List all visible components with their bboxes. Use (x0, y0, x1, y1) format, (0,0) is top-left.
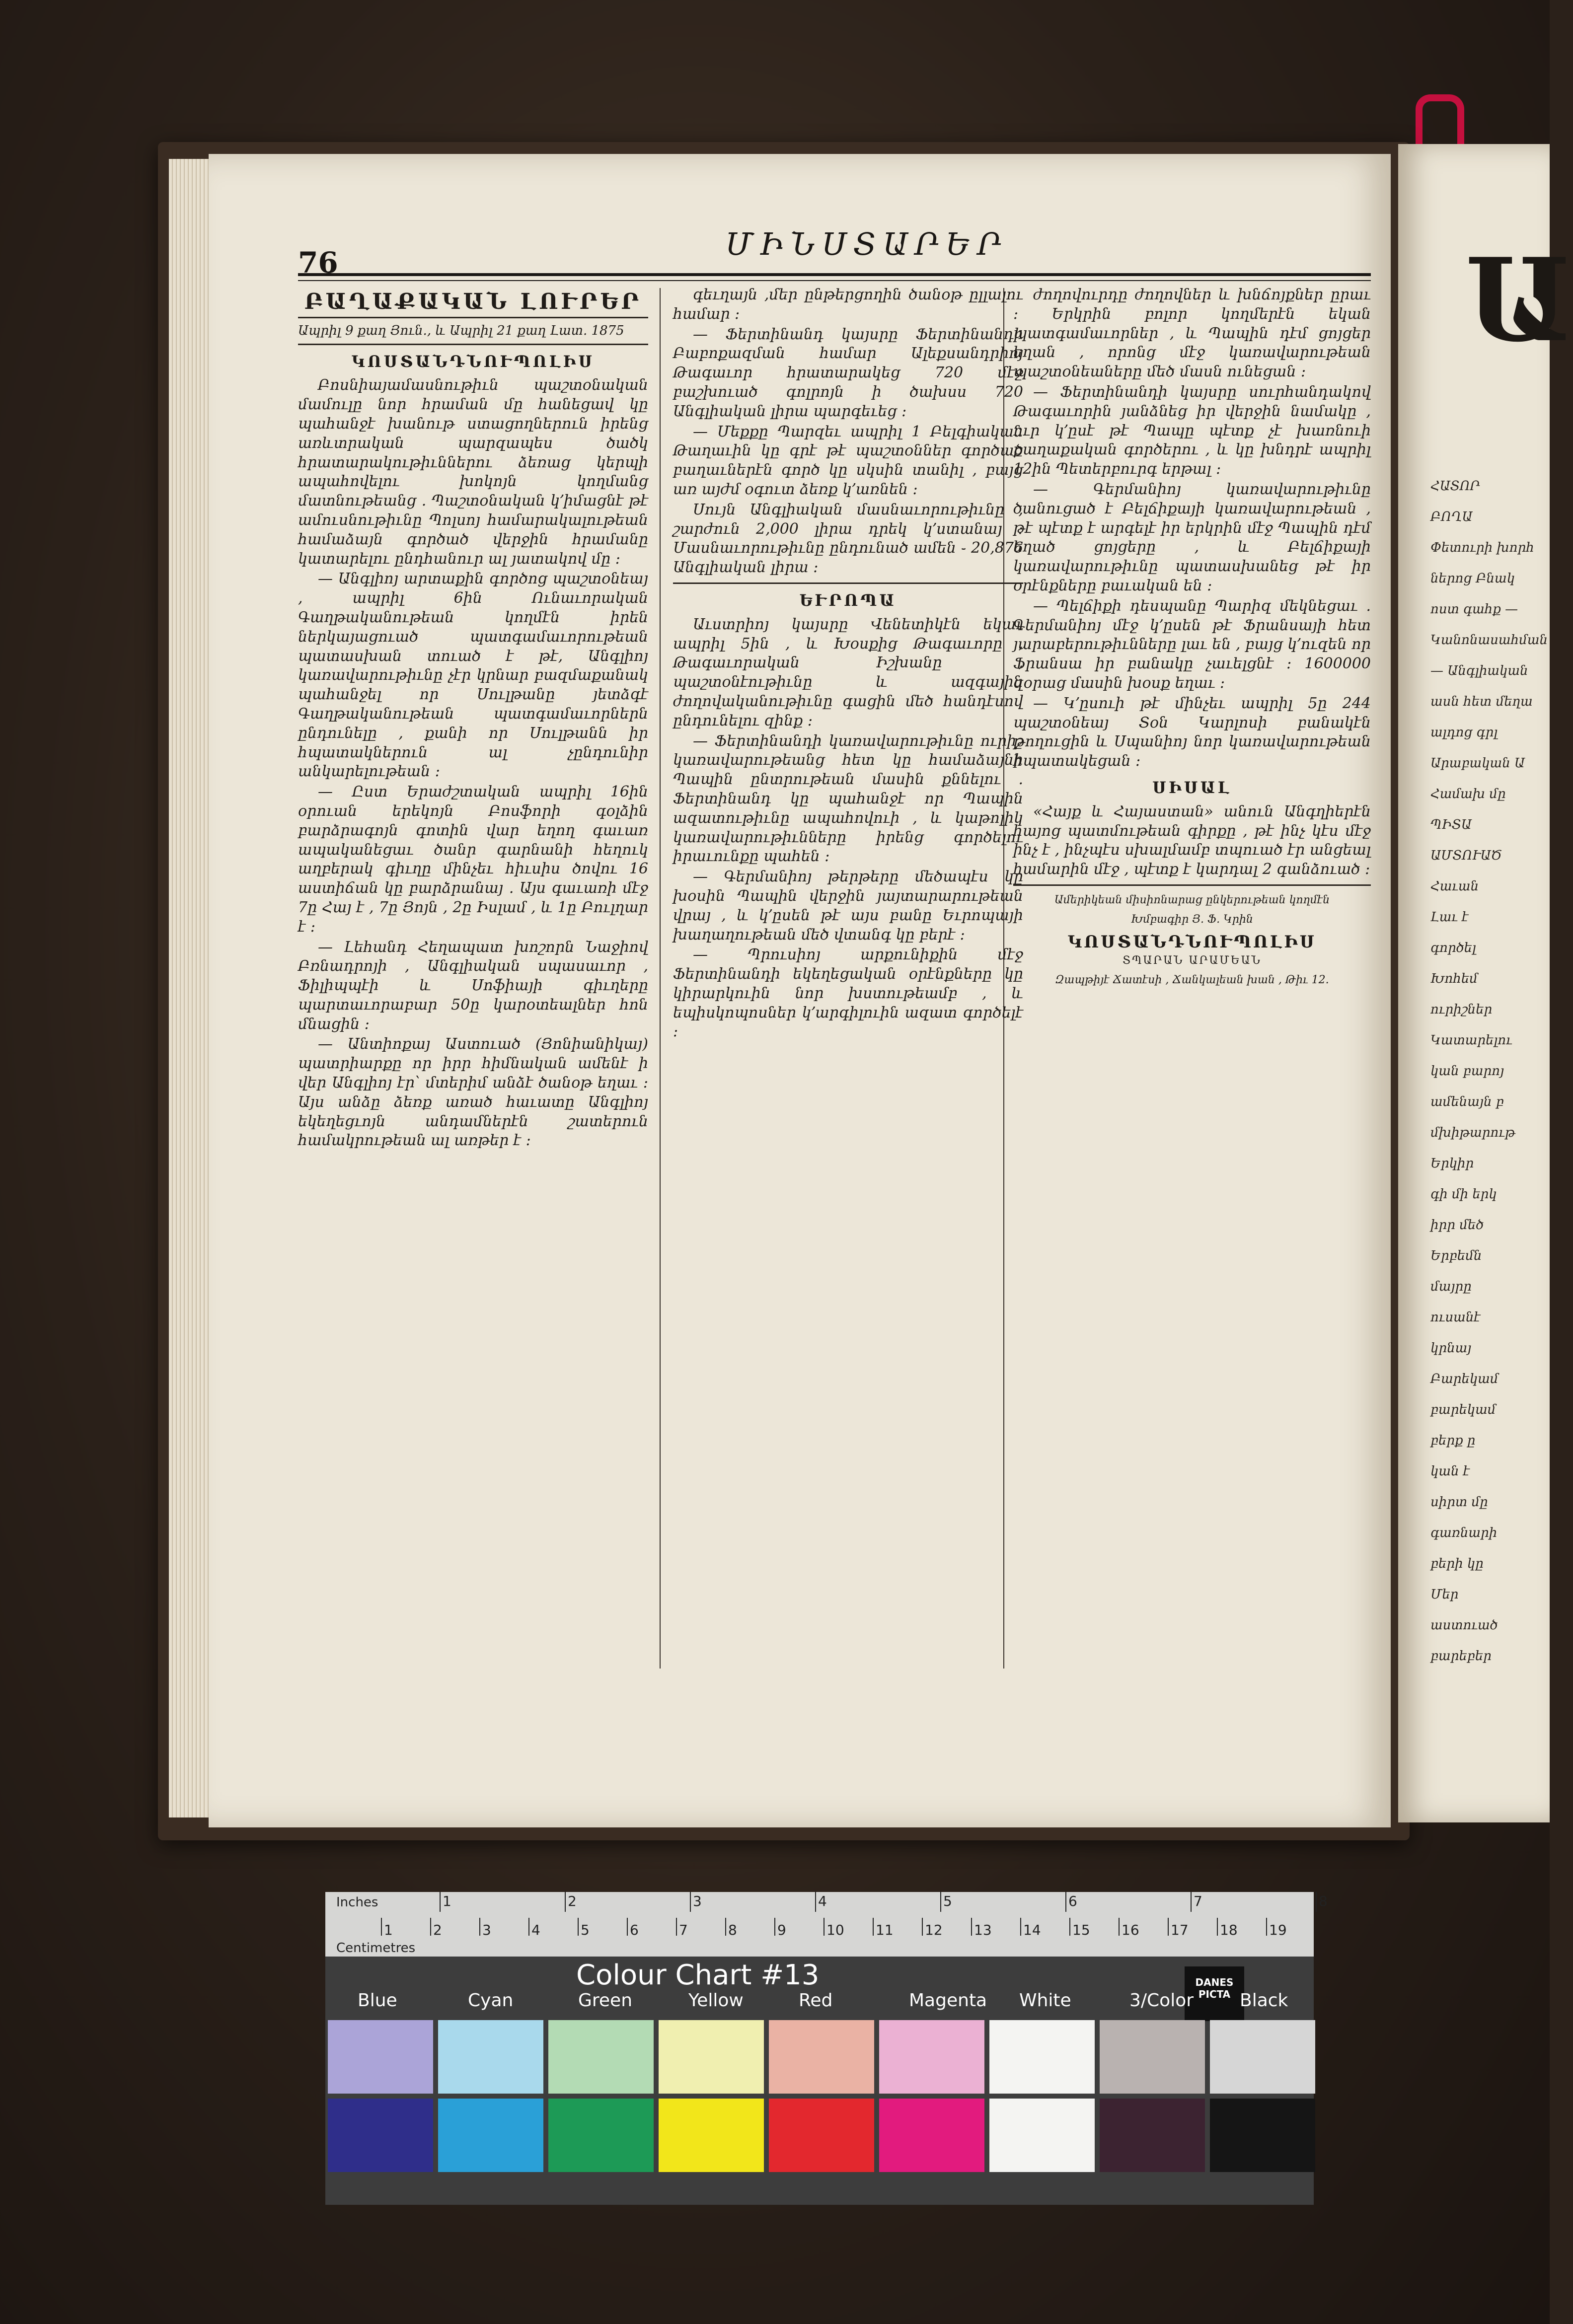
right-page-line: Կանոնասահման (1430, 633, 1548, 648)
swatch-light (438, 2020, 543, 2094)
errata-paragraph: «Հայք և Հայաստան» անուն Անգղիերէն հայոց պատմութեան գիրքը , թէ ինչ կէս մէջ ինչ է , ինչպէս սխալմամբ տպուած էր անցեալ համարին մէջ , պէտք է կարդալ 2 գանձուած : (1013, 802, 1371, 878)
inches-label: Inches (336, 1895, 378, 1910)
cm-number: 6 (630, 1922, 639, 1938)
column-3 (1013, 286, 1371, 1626)
inch-number: 6 (1068, 1893, 1077, 1909)
section-heading: ԿՈՍՏԱՆԴՆՈՒՊՈԼԻՍ (351, 352, 595, 371)
cm-tick (479, 1918, 480, 1936)
inch-tick (565, 1892, 566, 1912)
swatch-dark (1210, 2099, 1315, 2172)
inch-number: 4 (818, 1893, 827, 1909)
cm-number: 19 (1269, 1922, 1287, 1938)
right-page-line: գառնարի (1430, 1525, 1498, 1540)
paragraph: — Լեհանդ Հեղապատ խոշորն Նաջիով Բռնադրոյի , Անգլիական սպասաւոր , Ֆիլիպպէի և Սոֆիայի գիւղերը պարտաւորաբար 50ը կարօտեալներ հոն մնացին : (298, 938, 648, 1033)
inch-tick (815, 1892, 816, 1912)
page-header (298, 226, 1371, 280)
cm-number: 13 (974, 1922, 992, 1938)
swatch-dark (879, 2099, 984, 2172)
right-page-line: Հաւան (1430, 879, 1479, 894)
swatch-light (659, 2020, 764, 2094)
swatch-label: Green (578, 1990, 633, 2011)
cm-tick (676, 1918, 677, 1936)
cm-number: 15 (1072, 1922, 1090, 1938)
right-page-line: ներոց Բնակ (1430, 571, 1515, 586)
paragraph: Սույն Անգլիական մասնաւորութիւնը , շարժուն 2,000 լիրա դրեկ կ՚ստանայ : Մասնաւորութիւնը ընդունած ամեն ֊ 20,876 Անգլիական լիրա : (673, 501, 1023, 577)
swatch-label: Yellow (688, 1990, 744, 2011)
right-page-line: կան բարոյ (1430, 1064, 1504, 1079)
right-page-line: ալդոց գրլ (1430, 725, 1498, 740)
inch-tick (440, 1892, 441, 1912)
cm-tick (1119, 1918, 1120, 1936)
inch-number: 1 (443, 1893, 451, 1909)
section-title: ԲԱՂԱՔԱԿԱՆ ԼՈՒՐԵՐ (304, 289, 642, 314)
cm-tick (774, 1918, 775, 1936)
swatch-light (1210, 2020, 1315, 2094)
inch-tick (1316, 1892, 1317, 1912)
right-page-masthead: Ա (1465, 233, 1573, 367)
column-divider (660, 288, 661, 1669)
cm-number: 10 (826, 1922, 844, 1938)
swatch-label: Red (799, 1990, 833, 2011)
paragraph: Աւստրիոյ կայսրը Վենետիկէն եկաւ ապրիլ 5ին , և Խօսքից Թագաւորը , Թագաւորական Իշխանը , պաշտօնէութիւնը և ազգային ժողովականութիւնը գացին մեծ հանդէսով ընդունելու զինք : (673, 615, 1023, 729)
paragraph: — Ֆերտինանդի կայսրը սուրհանդակով Թագաւորին յանձնեց իր վերջին նամակը , ուր կ՚ըսէ թէ Պապը պէտք չէ խառնուի քաղաքական գործերու , և կը խնդրէ ապրիլ 12ին Պետերբուրգ երթալ : (1013, 383, 1371, 478)
right-page-line: բերի կը (1430, 1556, 1484, 1571)
cm-tick (627, 1918, 628, 1936)
inch-number: 7 (1194, 1893, 1202, 1909)
imprint-editor: Խմբագիր Յ. Ֆ. Կրին (1131, 913, 1253, 926)
swatch-light (769, 2020, 874, 2094)
cm-number: 2 (433, 1922, 442, 1938)
right-page-line: իրր մեծ (1430, 1218, 1484, 1233)
right-page-line: Համախ մը (1430, 787, 1506, 801)
paragraph: ժողովուրդը ժողովներ և խնճոյքներ ըրաւ : Երկրին բոլոր կողմերէն եկան պատգամաւորներ , և Պապին դէմ ցոյցեր եղան , որոնց մէջ կառավարութեան պաշտօնեաները մեծ մասն ունեցան : (1013, 286, 1371, 381)
imprint-city: ԿՈՍՏԱՆԴՆՈՒՊՈԼԻՍ (1067, 932, 1317, 952)
swatch-label: 3/Color (1129, 1990, 1194, 2011)
paragraph: — Անտիոքայ Աստուած (Յոնիանիկայ) պատրիարքը որ իրր հիմնական ամենէ ի վեր Անգլիոյ էր՝ մտերիմ անձէ ծանօթ եղաւ : Այս անձը ձեռք առած հաւատը Անգլիոյ եկեղեցւոյն անդամներէն շատերուն համակրութեան ալ առթեր է : (298, 1035, 648, 1150)
inch-number: 8 (1319, 1893, 1328, 1909)
paragraph: — Գերմանիոյ կառավարութիւնը ծանուցած է Բելճիքայի կառավարութեան , թէ պէտք է արգելէ իր երկրին մէջ Պապին դէմ եղած ցոյցերը , և Բելճիքայի կառավարութիւնը պատասխանեց թէ իր օրէնքները բաւական են : (1013, 480, 1371, 594)
right-page-line: բարեկամ (1430, 1402, 1496, 1417)
right-page-line: ՊԻՏԱ (1430, 817, 1472, 832)
paragraph: Բոսնիայամասնութիւն պաշտօնական մամուլը նոր հրաման մը հանեցավ կը պահանջէ խանութ ստացողներուն իրենց առևտրական պարզապես ծածկ հրատարակութիւններու ձեռաց կերպի ապահովելու խոկոյն կողմանց մատնութեանց . Պաշտօնական կ՚իմացնէ թէ ամուսնութիւնը Պոլսոյ համարակալութեան համաձայն գործած վերջին հրամանը կատարելու ընդհանուր ալ յատակով մը : (298, 376, 648, 568)
swatch-dark (548, 2099, 654, 2172)
right-page-line: ուսանէ (1430, 1310, 1481, 1325)
right-page-line: կան է (1430, 1464, 1470, 1479)
imprint-address: Զապթիյէ Ճատէսի , Ճանկալեան խան , Թիւ 12. (1055, 974, 1329, 987)
swatch-dark (989, 2099, 1095, 2172)
swatch-light (879, 2020, 984, 2094)
cm-tick (1168, 1918, 1169, 1936)
paragraph: — Գերմանիոյ թերթերը մեծապէս կը խօսին Պապին վերջին յայտարարութեան վրայ , և կ՚ըսեն թէ այս բանը Եւրոպայի խաղաղութեան մեծ վտանգ կը բերէ : (673, 868, 1023, 944)
header-rule (298, 273, 1371, 281)
right-page-line: գի մի երկ (1430, 1187, 1497, 1202)
paragraph: — Ֆերտինանդ կայսրը Ֆերտինանդի Բաբոքազման համար Ալեքսանդրիոյ Թագաւոր հրատարակեց 720 մէջ բաշխուած գոլրոյն ի ծախսս 720 Անգլիական լիրա պարգեւեց : (673, 325, 1023, 420)
swatch-light (328, 2020, 433, 2094)
page-number: 76 (298, 246, 338, 280)
cm-number: 8 (728, 1922, 737, 1938)
cm-number: 17 (1171, 1922, 1189, 1938)
cm-tick (1217, 1918, 1218, 1936)
right-page-line: Լաւ է (1430, 910, 1469, 925)
right-page-line: Փետուրի խորհ (1430, 540, 1534, 555)
right-page-line: — Անգլիական (1430, 663, 1528, 678)
swatch-dark (769, 2099, 874, 2172)
paragraph: — Կ՚ըսուի թէ մինչեւ ապրիլ 5ը 244 պաշտօնեայ Տօն Կարլոսի բանակէն թողուցին և Սպանիոյ նոր կառավարութեան հպատակեցան : (1013, 694, 1371, 770)
right-page-line: Կատարելու (1430, 1033, 1512, 1048)
right-page-line: մխիթարութ (1430, 1125, 1515, 1140)
cm-tick (528, 1918, 529, 1936)
paragraph: — Անգլիոյ արտաքին գործոց պաշտօնեայ , ապրիլ 6ին Ունաւորական Գաղթականութեան կողմէն իրեն ներկայացուած պատգամաւորութեան պատասխան տուած է թէ, Անգլիոյ կառավարութիւնը չէր կրնար բազմաքանակ պահանջել որ Սուլթանը յետձգէ Գաղթականութեան պատգամաւորներն ընդունելը , քանի որ Սուլթանն իր հպատակներուն ալ չընդունիր անկարելութեան : (298, 570, 648, 781)
cm-tick (971, 1918, 972, 1936)
inch-tick (690, 1892, 691, 1912)
cm-number: 1 (384, 1922, 393, 1938)
cm-number: 4 (531, 1922, 540, 1938)
swatch-dark (328, 2099, 433, 2172)
cm-number: 12 (925, 1922, 943, 1938)
cm-number: 9 (777, 1922, 786, 1938)
right-page-line: ամենայն բ (1430, 1094, 1504, 1109)
paragraph: — Պելճիքի դեսպանը Պարիզ մեկնեցաւ . Գերմանիոյ մէջ կ՚ըսեն թէ Ֆրանսայի հետ յարաբերութիւնները լաւ են , բայց կ՚ուզեն որ Ֆրանսա իր բանակը չաւելցնէ : 1600000 զօրաց մասին խօսք եղաւ : (1013, 597, 1371, 692)
imprint-publisher: Ամերիկեան միսիոնարաց ընկերութեան կողմէն (1054, 893, 1330, 906)
right-page-line: Արաբական Ա (1430, 756, 1525, 771)
cm-number: 18 (1220, 1922, 1238, 1938)
cm-number: 16 (1122, 1922, 1139, 1938)
right-page-line: Մեր (1430, 1587, 1459, 1602)
right-page-line: սիրտ մը (1430, 1495, 1488, 1510)
chart-title: Colour Chart #13 (576, 1959, 820, 1991)
right-page-line: ԲՈՂԱ (1430, 509, 1473, 524)
right-page-line: Խոհեմ (1430, 971, 1478, 986)
inch-tick (1065, 1892, 1066, 1912)
right-page-line: բերք ը (1430, 1433, 1476, 1448)
inch-number: 3 (693, 1893, 702, 1909)
page-edges (169, 159, 214, 1817)
divider (1013, 884, 1371, 886)
imprint (1013, 884, 1371, 990)
cm-tick (873, 1918, 874, 1936)
date-line: Ապրիլ 9 քաղ Յուն., և Ապրիլ 21 քաղ Լատ. 1875 (298, 317, 648, 345)
cm-tick (381, 1918, 382, 1936)
right-page-line: ուրիշներ (1430, 1002, 1493, 1017)
cm-tick (578, 1918, 579, 1936)
cm-tick (1266, 1918, 1267, 1936)
right-page-line: բարեբեր (1430, 1649, 1492, 1664)
cm-number: 5 (581, 1922, 590, 1938)
swatch-label: Blue (358, 1990, 397, 2011)
divider (673, 582, 1023, 584)
swatch-label: White (1019, 1990, 1071, 2011)
right-page-line: Բարեկամ (1430, 1372, 1498, 1386)
right-page-line: ոստ գահք — (1430, 602, 1518, 617)
cm-number: 11 (876, 1922, 894, 1938)
right-page-line: ասն հետ մեղա (1430, 694, 1533, 709)
right-page-line: գործել (1430, 941, 1476, 955)
right-page-line: աստուած (1430, 1618, 1498, 1633)
centimetres-label: Centimetres (336, 1941, 416, 1956)
swatch-dark (1100, 2099, 1205, 2172)
cm-tick (430, 1918, 431, 1936)
cm-number: 3 (482, 1922, 491, 1938)
journal-title: ՄԻՆՍՏԱՐԵՐ (725, 226, 1008, 262)
inch-tick (940, 1892, 941, 1912)
inch-number: 5 (943, 1893, 952, 1909)
colour-chart (325, 1892, 1328, 2205)
ruler (325, 1892, 1328, 1957)
column-2 (673, 286, 1023, 1666)
section-heading: ՍԻՍԱԼ (1152, 778, 1232, 797)
danes-picta-logo: DANES PICTA (1185, 1966, 1244, 2021)
inch-number: 2 (568, 1893, 577, 1909)
swatch-light (548, 2020, 654, 2094)
paragraph: — Ֆերտինանդի կառավարութիւնը ուրիշ կառավարութեանց հետ կը համաձայնի Պապին ընտրութեան մասին քննելու . Ֆերտինանդ կը պահանջէ որ Պապին ազատութիւնը ապահովուի , և կաթոլիկ կառավարութիւնները իրենց գործելու իրաւունքը պահեն : (673, 732, 1023, 866)
swatch-dark (659, 2099, 764, 2172)
right-page-line: մայրը (1430, 1279, 1472, 1294)
right-page-line: Երբեմն (1430, 1248, 1482, 1263)
swatch-label: Cyan (468, 1990, 514, 2011)
paragraph: — Մեքքը Պարզեւ ապրիլ 1 Բելգիական Թաղաւին կը գրէ թէ պաշտօններ գործած բաղաւներէն գործ կը սկսին տանիլ , բայց առ այժմ օգուտ ձեռք կ՚առնեն : (673, 423, 1023, 498)
right-page-line: կրնայ (1430, 1341, 1472, 1356)
right-page-line: ՀԱՏՈՐ (1430, 479, 1480, 494)
section-heading: ԵՒՐՈՊԱ (799, 590, 897, 610)
swatch-light (1100, 2020, 1205, 2094)
column-1 (298, 286, 648, 1666)
cm-number: 7 (679, 1922, 688, 1938)
swatch-label: Magenta (909, 1990, 987, 2011)
right-page-line: ԱՄՏՈՒԱԾ (1430, 848, 1502, 863)
swatch-label: Black (1240, 1990, 1288, 2011)
cm-tick (1020, 1918, 1021, 1936)
cm-tick (725, 1918, 726, 1936)
paragraph: գեւղայն ,մեր ընթերցողին ծանօթ ըլլալու համար : (673, 286, 1023, 323)
swatch-dark (438, 2099, 543, 2172)
swatch-light (989, 2020, 1095, 2094)
cm-tick (922, 1918, 923, 1936)
inch-tick (1191, 1892, 1192, 1912)
paragraph: — Պրուսիոյ արքունիքին մէջ Ֆերտինանդի եկեղեցական օրէնքները կը կիրարկուին նոր խստութեամբ , և եպիսկոպոսներ կ՚արգիլուին ազատ գործելէ : (673, 946, 1023, 1041)
cm-number: 14 (1023, 1922, 1041, 1938)
imprint-press: ՏՊԱՐԱՆ ԱՐԱՄԵԱՆ (1123, 954, 1262, 967)
cm-tick (1069, 1918, 1070, 1936)
paragraph: — Ըստ Երաժշտական ապրիլ 16ին օրուան երեկոյն Բոսֆորի գօլձին բարձրագոյն գոտին վար եղող գաւառ ապականեցաւ ծանր գարնանի հեղուկ աղբերակ գիւղը մինչեւ հիւսիս ծովու 16 աստիճան կը բարձրանայ . Այս գաւառի մէջ 7ը Հայ է , 7ը Յոյն , 2ը Իսլամ , և 1ը Բուլղար է : (298, 783, 648, 936)
right-page-line: Երկիր (1430, 1156, 1474, 1171)
